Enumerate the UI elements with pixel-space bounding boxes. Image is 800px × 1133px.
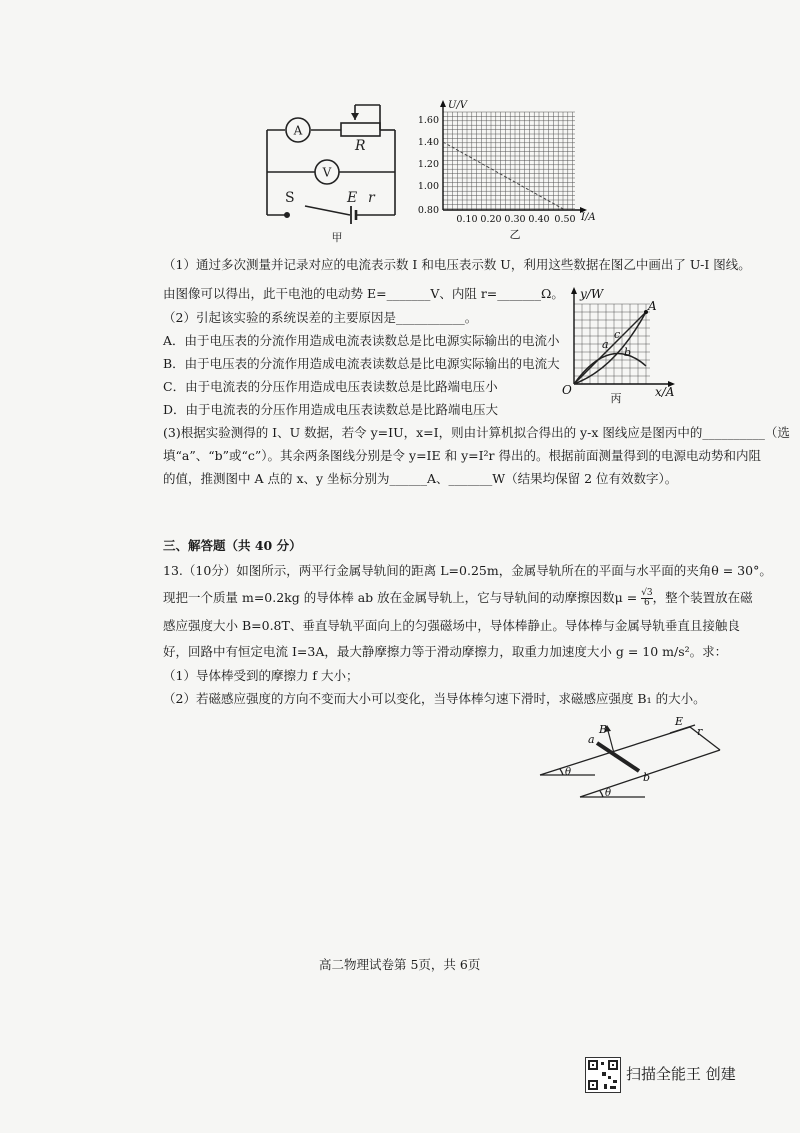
- qr-code-icon: [585, 1057, 621, 1093]
- bing-x-label: x/A: [655, 385, 675, 399]
- u-tick-1: 1.40: [417, 137, 439, 148]
- emf-label: E: [347, 190, 358, 206]
- i-tick-2: 0.30: [504, 214, 526, 225]
- q12-part2: （2）引起该实验的系统误差的主要原因是___________。: [163, 310, 478, 325]
- rail-a-label: a: [588, 733, 595, 746]
- theta-upper-label: θ: [565, 767, 572, 778]
- circuit-diagram: [255, 100, 405, 245]
- q12-part3-line1: (3)根据实验测得的 I、U 数据，若令 y=IU，x=I，则由计算机拟合得出的 y-x 图线应是图丙中的__________（选: [163, 425, 790, 440]
- i-axis-label: I/A: [581, 212, 596, 223]
- q13-line2-end: ，整个装置放在磁: [652, 590, 753, 605]
- q12-part1-line2: 由图像可以得出，此干电池的电动势 E=_______V、内阻 r=_______Ω。: [163, 286, 564, 301]
- q12-option-a: A．由于电压表的分流作用造成电流表读数总是比电源实际输出的电流小: [163, 333, 560, 348]
- u-tick-4: 0.80: [417, 205, 439, 216]
- q13-line1: 13.（10分）如图所示，两平行金属导轨间的距离 L=0.25m，金属导轨所在的平面与水平面的夹角θ = 30°。: [163, 563, 772, 578]
- rail-emf-label: E: [675, 715, 684, 728]
- q13-line4: 好，回路中有恒定电流 I=3A，最大静摩擦力等于滑动摩擦力，取重力加速度大小 g = 10 m/s²。求：: [163, 644, 728, 659]
- mu-numerator: √3: [641, 588, 653, 598]
- q12-option-d: D．由于电流表的分压作用造成电压表读数总是比路端电压大: [163, 402, 499, 417]
- i-tick-1: 0.20: [480, 214, 502, 225]
- i-tick-4: 0.50: [554, 214, 576, 225]
- section-heading: 三、解答题（共 40 分）: [163, 538, 302, 553]
- u-tick-0: 1.60: [417, 115, 439, 126]
- internal-r-label: r: [368, 190, 375, 206]
- page-footer: 高二物理试卷第 5页，共 6页: [319, 957, 481, 972]
- u-axis-label: U/V: [448, 100, 468, 111]
- theta-lower-label: θ: [605, 788, 612, 799]
- mu-fraction: [641, 589, 652, 608]
- q12-part3-line2: 填“a”、“b”或“c”）。其余两条图线分别是令 y=IE 和 y=I²r 得出的。根据前面测量得到的电源电动势和内阻: [163, 448, 761, 463]
- figure-jia-caption: 甲: [331, 231, 343, 244]
- voltmeter-label: V: [322, 165, 332, 180]
- u-tick-2: 1.20: [417, 159, 439, 170]
- q13-part1: （1）导体棒受到的摩擦力 f 大小；: [163, 668, 359, 683]
- q13-line2: [163, 589, 753, 608]
- ui-graph: [415, 98, 605, 243]
- u-tick-3: 1.00: [417, 181, 439, 192]
- q13-line3: 感应强度大小 B=0.8T、垂直导轨平面向上的匀强磁场中，导体棒静止。导体棒与金属导轨垂直且接触良: [163, 618, 740, 633]
- yx-graph: [560, 284, 680, 406]
- q13-part2: （2）若磁感应强度的方向不变而大小可以变化，当导体棒匀速下滑时，求磁感应强度 B₁ 的大小。: [163, 691, 706, 706]
- switch-label: S: [285, 190, 295, 206]
- rail-b-field-label: B: [599, 723, 608, 736]
- rheostat-label: R: [355, 138, 366, 154]
- rail-b-end-label: b: [643, 771, 651, 784]
- q12-part1-line1: （1）通过多次测量并记录对应的电流表示数 I 和电压表示数 U，利用这些数据在图乙中画出了 U-I 图线。: [163, 257, 751, 272]
- q13-line2-start: 现把一个质量 m=0.2kg 的导体棒 ab 放在金属导轨上，它与导轨间的动摩擦因数μ =: [163, 590, 642, 605]
- scanner-brand-text: 扫描全能王 创建: [626, 1065, 736, 1083]
- figure-yi-caption: 乙: [509, 228, 521, 241]
- curve-a-label: a: [602, 338, 609, 351]
- incline-rail-figure: [535, 715, 725, 805]
- bing-y-label: y/W: [580, 287, 604, 301]
- i-tick-0: 0.10: [456, 214, 478, 225]
- rail-r-label: r: [697, 725, 703, 738]
- q12-option-c: C．由于电流表的分压作用造成电压表读数总是比路端电压小: [163, 379, 498, 394]
- figure-bing-caption: 丙: [610, 392, 622, 405]
- ammeter-label: A: [293, 123, 303, 138]
- curve-b-label: b: [624, 346, 632, 359]
- curve-c-label: c: [614, 328, 621, 341]
- bing-point-a: A: [648, 299, 657, 313]
- bing-origin: O: [562, 383, 572, 397]
- q12-option-b: B．由于电压表的分流作用造成电流表读数总是比电源实际输出的电流大: [163, 356, 560, 371]
- i-tick-3: 0.40: [528, 214, 550, 225]
- mu-denominator: 6: [644, 598, 650, 608]
- q12-part3-line3: 的值，推测图中 A 点的 x、y 坐标分别为______A、_______W（结果均保留 2 位有效数字）。: [163, 471, 678, 486]
